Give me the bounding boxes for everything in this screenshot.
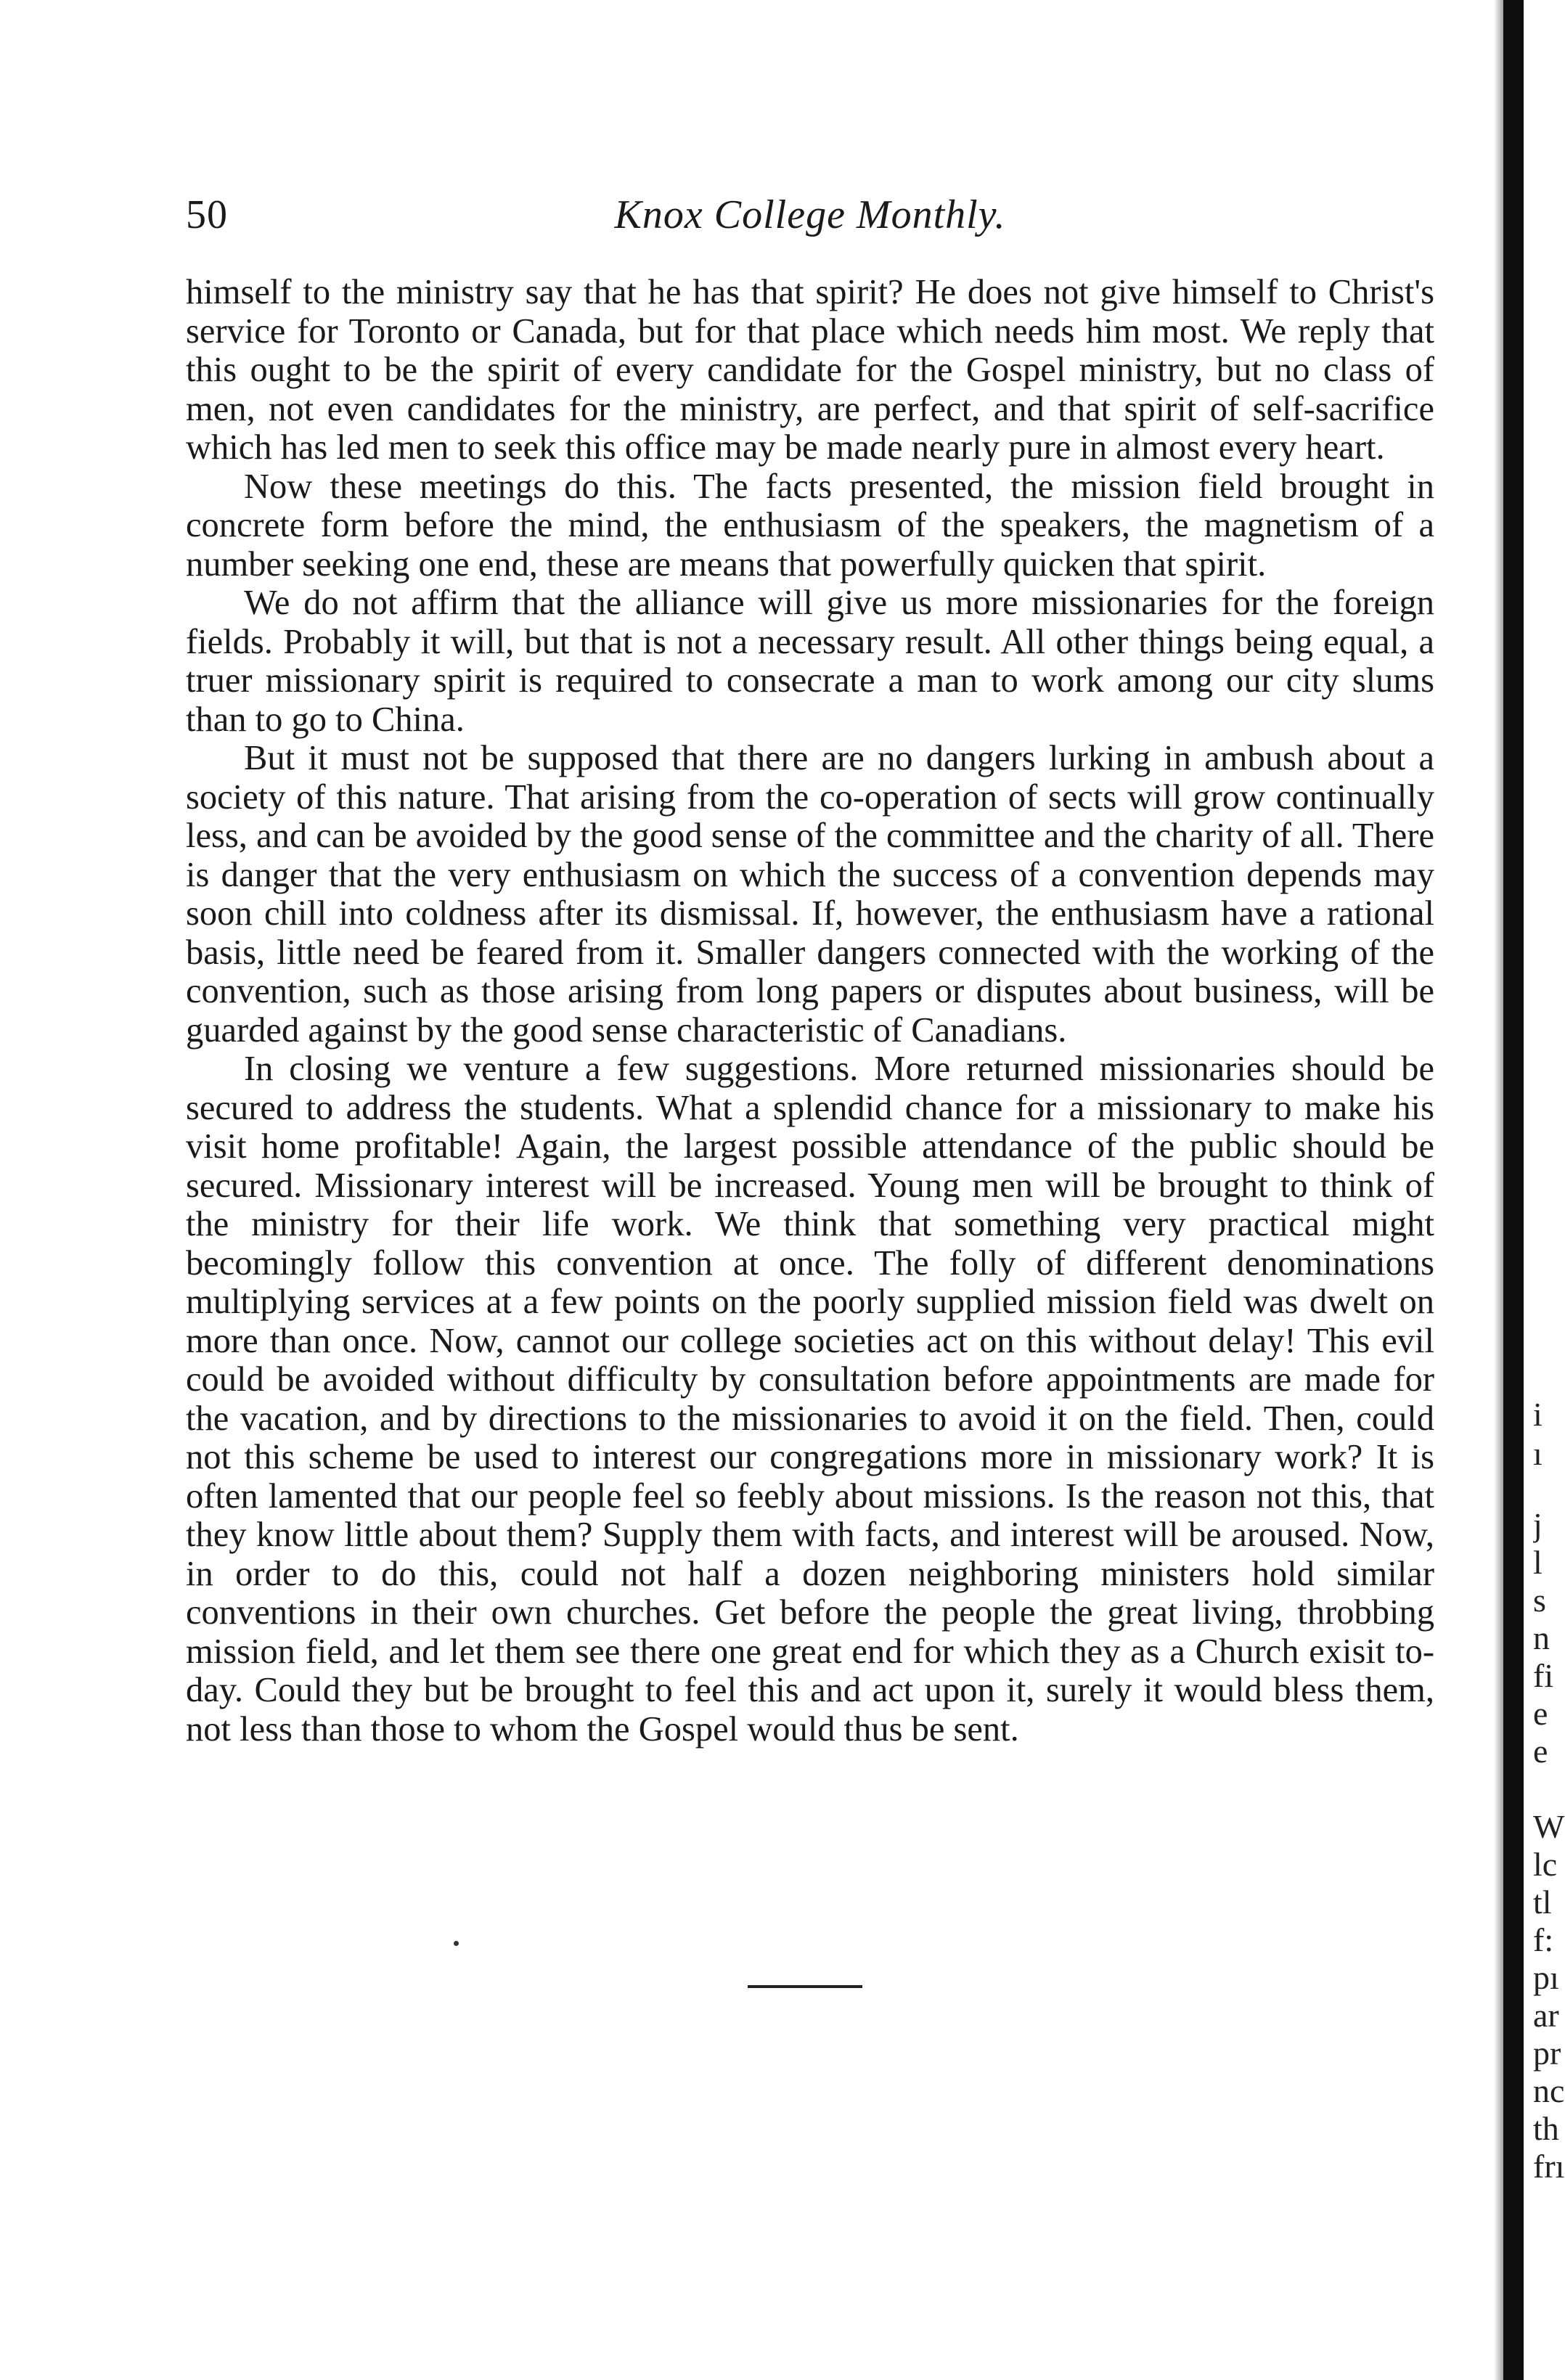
binding-shadow <box>1494 0 1504 2380</box>
ink-speck <box>454 1941 459 1946</box>
facing-page-fragment: n <box>1533 1620 1550 1656</box>
section-end-rule <box>748 1985 862 1988</box>
facing-page-fragment: s <box>1533 1582 1546 1619</box>
facing-page-fragment: j <box>1533 1507 1542 1543</box>
facing-page-fragment: pr <box>1533 2035 1561 2072</box>
facing-page-fragment: e <box>1533 1733 1548 1770</box>
paragraph: Now these meetings do this. The facts presented, the mission field brought in concrete form before the mind, the enthusiasm of the speakers, the magnetism of a number seeking one end, these are means that powerfully quicken that spirit. <box>186 467 1434 584</box>
facing-page-fragment: l <box>1533 1545 1542 1581</box>
facing-page-fragment: th <box>1533 2111 1559 2147</box>
facing-page-fragment: f: <box>1533 1922 1554 1958</box>
running-title: Knox College Monthly. <box>614 192 1006 237</box>
article-body <box>186 273 1434 1749</box>
facing-page-fragment: fi <box>1533 1658 1554 1694</box>
paragraph: In closing we venture a few suggestions. More returned missionaries should be secured to address the students. What a splendid chance for a missionary to make his visit home profitable! Again, the largest possible attendance of the public should be secured. Missionary interest will be increased. Young men will be brought to think of the ministry for their life work. We think that something very practical might becomingly follow this convention at once. The folly of different denominations multiplying services at a few points on the poorly supplied mission field was dwelt on more than once. Now, cannot our college societies act on this without delay! This evil could be avoided without difficulty by consultation before appointments are made for the vacation, and by directions to the missionaries to avoid it on the field. Then, could not this scheme be used to interest our congregations more in missionary work? It is often lamented that our people feel so feebly about missions. Is the reason not this, that they know little about them? Supply them with facts, and interest will be aroused. Now, in order to do this, could not half a dozen neighboring ministers hold similar conventions in their own churches. Get before the people the great living, throbbing mission field, and let them see there one great end for which they as a Church exisit to-day. Could they but be brought to feel this and act upon it, surely it would bless them, not less than those to whom the Gospel would thus be sent. <box>186 1050 1434 1749</box>
facing-page-fragment: pı <box>1533 1960 1559 1996</box>
facing-page-fragment: ar <box>1533 1997 1559 2034</box>
facing-page-fragment: frı <box>1533 2148 1565 2185</box>
paragraph: himself to the ministry say that he has that spirit? He does not give himself to Christ's service for Toronto or Canada, but for that place which needs him most. We reply that this ought to be the spirit of every candidate for the Gospel ministry, but no class of men, not even candidates for the ministry, are perfect, and that spirit of self-sacrifice which has led men to seek this office may be made nearly pure in almost every heart. <box>186 273 1434 467</box>
paragraph: We do not affirm that the alliance will give us more missionaries for the foreign fields. Probably it will, but that is not a necessary result. All other things being equal, a truer missionary spirit is required to consecrate a man to work among our city slums than to go to China. <box>186 584 1434 739</box>
facing-page-fragment: W <box>1533 1809 1565 1845</box>
facing-page-fragment: nc <box>1533 2073 1565 2109</box>
book-binding-edge <box>1503 0 1524 2380</box>
facing-page-fragment: e <box>1533 1696 1548 1732</box>
facing-page-fragment: tl <box>1533 1884 1552 1921</box>
facing-page-fragment: i <box>1533 1396 1542 1433</box>
paragraph: But it must not be supposed that there are no dangers lurking in ambush about a society of this nature. That arising from the co-operation of sects will grow continually less, and can be avoided by the good sense of the committee and the charity of all. There is danger that the very enthusiasm on which the success of a convention depends may soon chill into coldness after its dismissal. If, however, the enthusiasm have a rational basis, little need be feared from it. Smaller dangers connected with the working of the convention, such as those arising from long papers or disputes about business, will be guarded against by the good sense characteristic of Canadians. <box>186 739 1434 1050</box>
facing-page-fragment: lc <box>1533 1847 1558 1883</box>
page-number: 50 <box>186 192 228 237</box>
page-header <box>186 192 1434 257</box>
facing-page-fragment: ı <box>1533 1436 1542 1472</box>
